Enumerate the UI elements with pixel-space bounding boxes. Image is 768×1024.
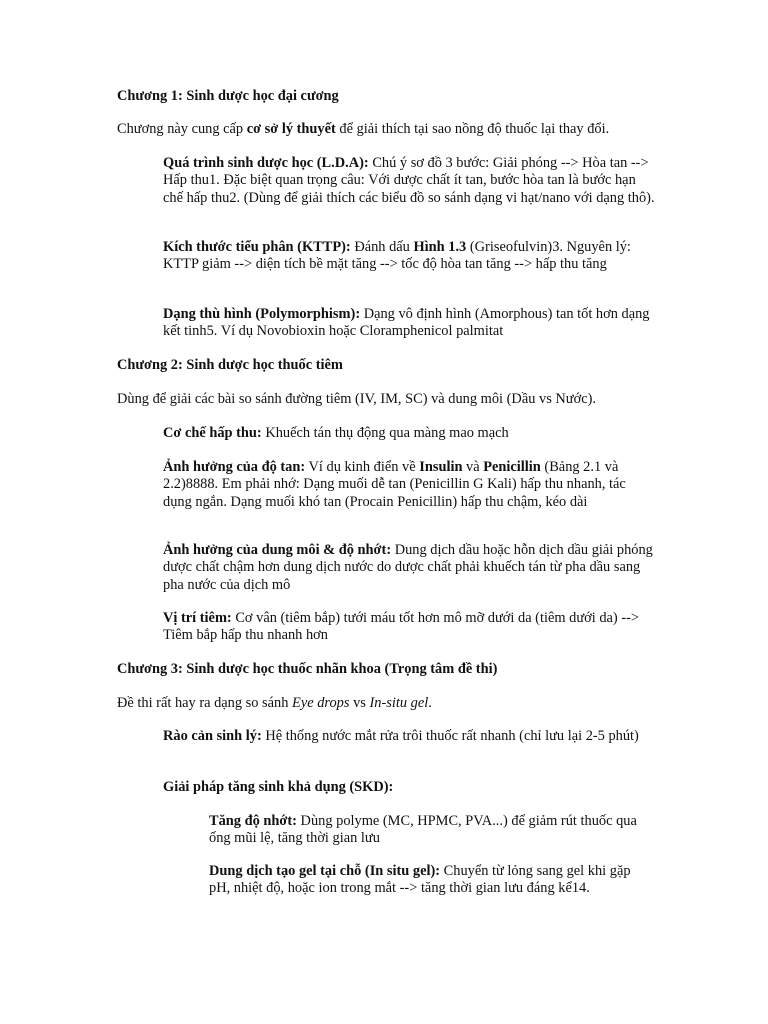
ch1-item-lda: Quá trình sinh dược học (L.D.A): Chú ý sơ đồ 3 bước: Giải phóng --> Hòa tan --> Hấp thu1. Đặc biệt quan trọng câu: Với dược chất ít tan, bước hòa tan là bước hạn chế hấp thu2. (Dùng để giải thích các biểu đồ so sánh dạng vi hạt/nano với dạng thô). — [163, 155, 655, 206]
ch2-item-mechanism: Cơ chế hấp thu: Khuếch tán thụ động qua màng mao mạch — [163, 425, 509, 441]
chapter-2-intro: Dùng để giải các bài so sánh đường tiêm (IV, IM, SC) và dung môi (Dầu vs Nước). — [117, 391, 596, 407]
ch3-item-barrier: Rào cản sinh lý: Hệ thống nước mắt rửa trôi thuốc rất nhanh (chỉ lưu lại 2-5 phút) — [163, 728, 639, 744]
ch3-solution-viscosity: Tăng độ nhớt: Dùng polyme (MC, HPMC, PVA...) để giảm rút thuốc qua ống mũi lệ, tăng thời gian lưu — [209, 813, 637, 847]
ch2-item-injection-site: Vị trí tiêm: Cơ vân (tiêm bắp) tưới máu tốt hơn mô mỡ dưới da (tiêm dưới da) --> Tiêm bắp hấp thu nhanh hơn — [163, 610, 640, 644]
ch2-item-solvent-viscosity: Ảnh hưởng của dung môi & độ nhớt: Dung dịch dầu hoặc hỗn dịch dầu giải phóng dược chất chậm hơn dung dịch nước do dược chất phải khuếch tán từ pha dầu sang pha nước của dịch mô — [163, 542, 653, 593]
ch2-item-solubility: Ảnh hưởng của độ tan: Ví dụ kinh điển về Insulin và Penicillin (Bảng 2.1 và 2.2)8888. Em phải nhớ: Dạng muối dễ tan (Penicillin G Kali) hấp thu nhanh, tác dụng ngắn. Dạng muối khó tan (Procain Penicillin) hấp thu chậm, kéo dài — [163, 459, 626, 510]
ch1-item-particle-size: Kích thước tiểu phân (KTTP): Đánh dấu Hình 1.3 (Griseofulvin)3. Nguyên lý: KTTP giảm --> diện tích bề mặt tăng --> tốc độ hòa tan tăng --> hấp thu tăng — [163, 239, 631, 273]
chapter-3-heading: Chương 3: Sinh dược học thuốc nhãn khoa (Trọng tâm đề thi) — [117, 661, 498, 677]
chapter-2-heading: Chương 2: Sinh dược học thuốc tiêm — [117, 357, 343, 373]
ch1-item-polymorphism: Dạng thù hình (Polymorphism): Dạng vô định hình (Amorphous) tan tốt hơn dạng kết tinh5. Ví dụ Novobioxin hoặc Cloramphenicol palmitat — [163, 306, 650, 340]
chapter-3-intro: Đề thi rất hay ra dạng so sánh Eye drops vs In-situ gel. — [117, 695, 432, 711]
chapter-1-heading: Chương 1: Sinh dược học đại cương — [117, 88, 339, 104]
ch3-solution-heading: Giải pháp tăng sinh khả dụng (SKD): — [163, 779, 394, 795]
ch3-solution-in-situ-gel: Dung dịch tạo gel tại chỗ (In situ gel): Chuyển từ lỏng sang gel khi gặp pH, nhiệt độ, hoặc ion trong mắt --> tăng thời gian lưu đáng kể14. — [209, 863, 631, 897]
chapter-1-intro: Chương này cung cấp cơ sở lý thuyết để giải thích tại sao nồng độ thuốc lại thay đổi. — [117, 121, 610, 137]
